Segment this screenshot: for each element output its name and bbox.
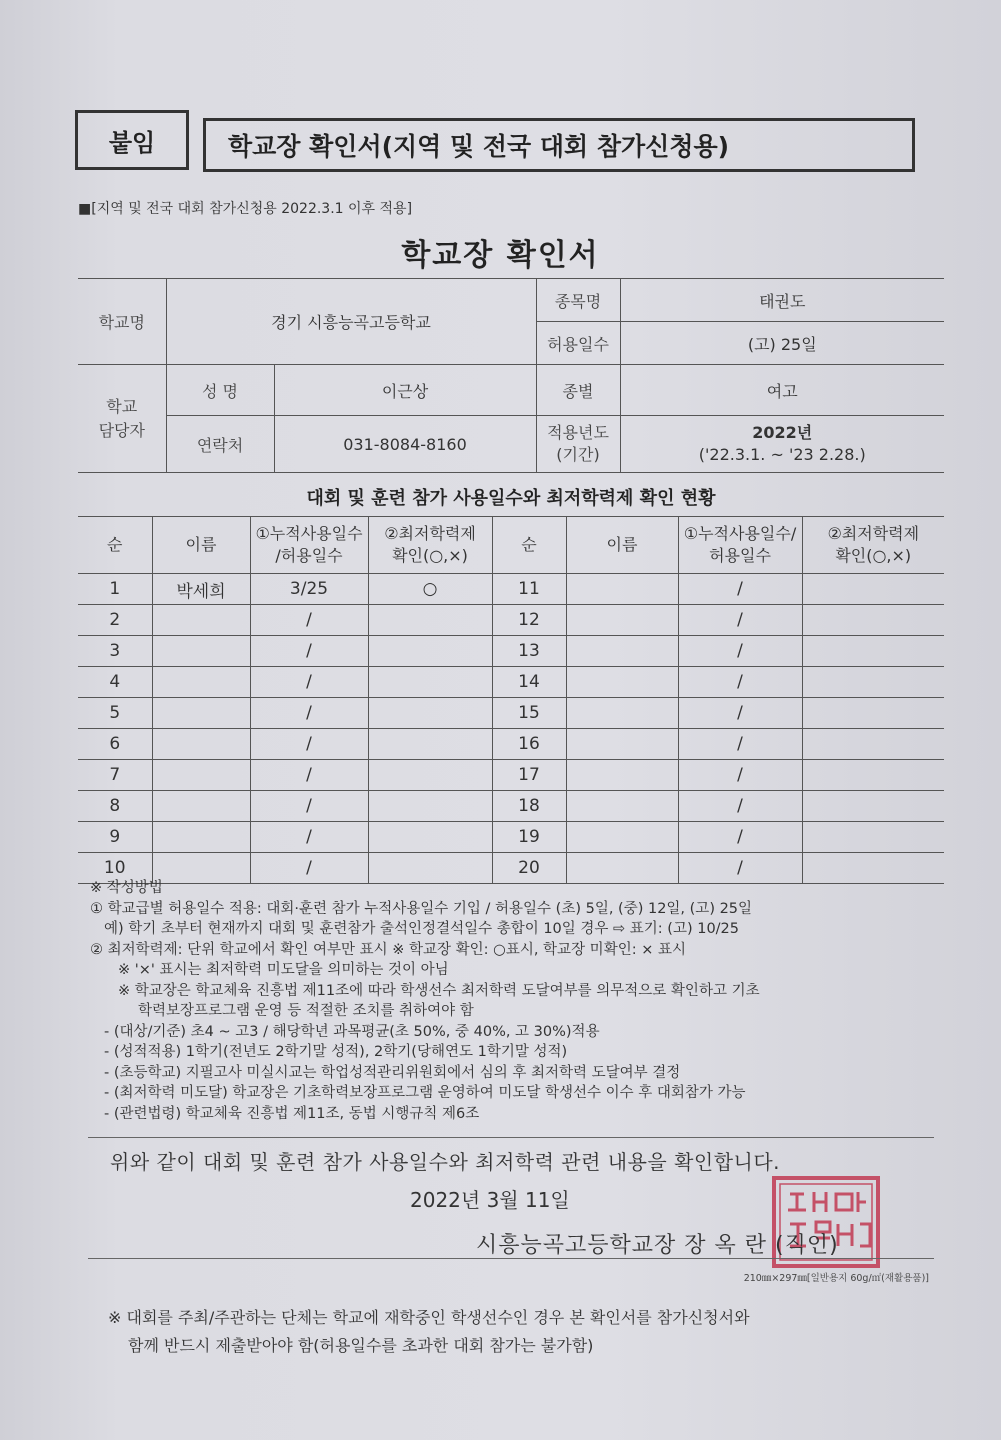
row-min-check bbox=[368, 760, 492, 791]
table-row bbox=[78, 760, 944, 791]
row-min-check-right bbox=[802, 698, 944, 729]
row-name-right bbox=[566, 729, 678, 760]
instructions-line9: - (초등학교) 지필고사 미실시교는 학업성적관리위원회에서 심의 후 최저학력 도달여부 결정 bbox=[104, 1064, 681, 1081]
attachment-label: 붙임 bbox=[75, 110, 189, 170]
row-name: 박세희 bbox=[152, 574, 250, 605]
manager-label bbox=[78, 365, 166, 473]
header-min-right bbox=[802, 517, 944, 574]
row-number-right: 19 bbox=[492, 822, 566, 853]
category-value: 여고 bbox=[620, 365, 944, 416]
header-days-line1: ①누적사용일수 bbox=[255, 524, 363, 543]
row-name-right bbox=[566, 698, 678, 729]
divider-top bbox=[88, 1137, 934, 1138]
footer-line2: 함께 반드시 제출받아야 함(허용일수를 초과한 대회 참가는 불가함) bbox=[128, 1336, 594, 1355]
row-min-check bbox=[368, 822, 492, 853]
row-name-right bbox=[566, 574, 678, 605]
row-number: 2 bbox=[78, 605, 152, 636]
row-min-check bbox=[368, 791, 492, 822]
header-min bbox=[368, 517, 492, 574]
row-min-check-right bbox=[802, 605, 944, 636]
event-value: 태권도 bbox=[620, 279, 944, 322]
school-info-table bbox=[78, 278, 944, 473]
row-number: 3 bbox=[78, 636, 152, 667]
row-number-right: 14 bbox=[492, 667, 566, 698]
row-name bbox=[152, 605, 250, 636]
row-days: 3/25 bbox=[250, 574, 368, 605]
manager-name-label: 성 명 bbox=[166, 365, 274, 416]
row-days: / bbox=[250, 822, 368, 853]
manager-name-value: 이근상 bbox=[274, 365, 536, 416]
row-days: / bbox=[250, 605, 368, 636]
row-number-right: 13 bbox=[492, 636, 566, 667]
row-number: 7 bbox=[78, 760, 152, 791]
row-days-right: / bbox=[678, 574, 802, 605]
table-row bbox=[78, 822, 944, 853]
row-name bbox=[152, 791, 250, 822]
row-min-check bbox=[368, 667, 492, 698]
row-min-check-right bbox=[802, 574, 944, 605]
row-min-check bbox=[368, 729, 492, 760]
instructions-line11: - (관련법령) 학교체육 진흥법 제11조, 동법 시행규칙 제6조 bbox=[104, 1105, 480, 1122]
row-number-right: 18 bbox=[492, 791, 566, 822]
row-name bbox=[152, 698, 250, 729]
instructions-line6: 학력보장프로그램 운영 등 적절한 조치를 취하여야 함 bbox=[138, 1003, 474, 1019]
row-days: / bbox=[250, 853, 368, 884]
row-name bbox=[152, 822, 250, 853]
row-days-right: / bbox=[678, 698, 802, 729]
table-row bbox=[78, 667, 944, 698]
row-number-right: 17 bbox=[492, 760, 566, 791]
row-number: 5 bbox=[78, 698, 152, 729]
header-days-line2: /허용일수 bbox=[275, 546, 343, 565]
principal-signature-line: 시흥능곡고등학교장 장 옥 란 (직인) bbox=[476, 1233, 839, 1258]
instructions-line10: - (최저학력 미도달) 학교장은 기초학력보장프로그램 운영하여 미도달 학생선수 이수 후 대회참가 가능 bbox=[104, 1085, 746, 1101]
header-min-right-line2: 확인(○,×) bbox=[835, 546, 912, 565]
row-name-right bbox=[566, 791, 678, 822]
row-number-right: 12 bbox=[492, 605, 566, 636]
instructions-line2: 예) 학기 초부터 현재까지 대회 및 훈련참가 출석인정결석일수 총합이 10일 경우 ⇨ 표기: (고) 10/25 bbox=[104, 921, 740, 937]
row-name bbox=[152, 729, 250, 760]
row-days-right: / bbox=[678, 729, 802, 760]
row-days-right: / bbox=[678, 667, 802, 698]
instructions-heading: ※ 작성방법 bbox=[90, 880, 163, 896]
row-number: 8 bbox=[78, 791, 152, 822]
row-min-check bbox=[368, 605, 492, 636]
header-name: 이름 bbox=[152, 517, 250, 574]
table-row bbox=[78, 605, 944, 636]
row-number: 1 bbox=[78, 574, 152, 605]
row-min-check: ○ bbox=[368, 574, 492, 605]
row-name-right bbox=[566, 667, 678, 698]
row-number-right: 11 bbox=[492, 574, 566, 605]
header-no-right: 순 bbox=[492, 517, 566, 574]
attachment-title: 학교장 확인서(지역 및 전국 대회 참가신청용) bbox=[203, 118, 915, 172]
row-number-right: 20 bbox=[492, 853, 566, 884]
row-min-check-right bbox=[802, 822, 944, 853]
header-days bbox=[250, 517, 368, 574]
table-row bbox=[78, 791, 944, 822]
divider-bottom bbox=[88, 1258, 934, 1259]
instructions-line7: - (대상/기준) 초4 ~ 고3 / 해당학년 과목평균(초 50%, 중 40%, 고 30%)적용 bbox=[104, 1023, 600, 1040]
table-row bbox=[78, 698, 944, 729]
instructions bbox=[90, 878, 950, 1124]
event-label: 종목명 bbox=[536, 279, 620, 322]
header-min-line1: ②최저학력제 bbox=[384, 524, 476, 543]
row-number-right: 15 bbox=[492, 698, 566, 729]
row-days: / bbox=[250, 636, 368, 667]
year-label-line1: 적용년도 bbox=[547, 423, 609, 442]
table-row bbox=[78, 729, 944, 760]
instructions-line3: ② 최저학력제: 단위 학교에서 확인 여부만 표시 ※ 학교장 확인: ○표시, 학교장 미확인: × 표시 bbox=[90, 941, 686, 958]
row-number: 6 bbox=[78, 729, 152, 760]
row-name-right bbox=[566, 822, 678, 853]
manager-label-line2: 담당자 bbox=[98, 420, 145, 440]
instructions-line5: ※ 학교장은 학교체육 진흥법 제11조에 따라 학생선수 최저학력 도달여부를 의무적으로 확인하고 기초 bbox=[118, 982, 760, 999]
row-name bbox=[152, 667, 250, 698]
row-name bbox=[152, 636, 250, 667]
row-min-check-right bbox=[802, 791, 944, 822]
manager-label-line1: 학교 bbox=[106, 396, 138, 416]
row-days-right: / bbox=[678, 636, 802, 667]
row-days-right: / bbox=[678, 791, 802, 822]
row-min-check-right bbox=[802, 667, 944, 698]
footer-note bbox=[108, 1304, 750, 1360]
row-days: / bbox=[250, 760, 368, 791]
year-value-year: 2022년 bbox=[752, 423, 813, 442]
applicability-note: ■[지역 및 전국 대회 참가신청용 2022.3.1 이후 적용] bbox=[78, 201, 413, 217]
row-days: / bbox=[250, 667, 368, 698]
table-row bbox=[78, 574, 944, 605]
header-days-right bbox=[678, 517, 802, 574]
row-min-check-right bbox=[802, 636, 944, 667]
allowed-days-label: 허용일수 bbox=[536, 322, 620, 365]
school-name-label: 학교명 bbox=[78, 279, 166, 365]
year-label-line2: (기간) bbox=[556, 445, 600, 464]
header-min-right-line1: ②최저학력제 bbox=[827, 524, 920, 543]
paper-size-note: 210㎜×297㎜[일반용지 60g/㎡(재활용품)] bbox=[743, 1273, 929, 1284]
row-min-check bbox=[368, 698, 492, 729]
row-days: / bbox=[250, 791, 368, 822]
row-days-right: / bbox=[678, 822, 802, 853]
instructions-line8: - (성적적용) 1학기(전년도 2학기말 성적), 2학기(당해연도 1학기말 성적) bbox=[104, 1044, 568, 1060]
participation-rows bbox=[78, 574, 944, 884]
header-name-right: 이름 bbox=[566, 517, 678, 574]
row-min-check bbox=[368, 636, 492, 667]
row-min-check-right bbox=[802, 760, 944, 791]
year-label bbox=[536, 416, 620, 473]
row-name-right bbox=[566, 605, 678, 636]
row-name bbox=[152, 760, 250, 791]
instructions-line4: ※ '×' 표시는 최저학력 미도달을 의미하는 것이 아님 bbox=[118, 962, 449, 978]
contact-label: 연락처 bbox=[166, 416, 274, 473]
row-min-check-right bbox=[802, 729, 944, 760]
row-days-right: / bbox=[678, 605, 802, 636]
section-title: 대회 및 훈련 참가 사용일수와 최저학력제 확인 현황 bbox=[306, 488, 716, 509]
row-days: / bbox=[250, 698, 368, 729]
participation-table bbox=[78, 516, 944, 884]
allowed-days-value: (고) 25일 bbox=[620, 322, 944, 365]
row-number: 10 bbox=[78, 853, 152, 884]
instructions-line1: ① 학교급별 허용일수 적용: 대회·훈련 참가 누적사용일수 기입 / 허용일수 (초) 5일, (중) 12일, (고) 25일 bbox=[90, 900, 753, 917]
row-number: 4 bbox=[78, 667, 152, 698]
header-days-right-line2: 허용일수 bbox=[709, 546, 771, 565]
contact-value: 031-8084-8160 bbox=[274, 416, 536, 473]
row-number: 9 bbox=[78, 822, 152, 853]
row-days-right: / bbox=[678, 760, 802, 791]
year-value-period: ('22.3.1. ~ '23 2.28.) bbox=[698, 445, 866, 464]
row-number-right: 16 bbox=[492, 729, 566, 760]
confirmation-statement: 위와 같이 대회 및 훈련 참가 사용일수와 최저학력 관련 내용을 확인합니다. bbox=[110, 1150, 781, 1174]
school-name-value: 경기 시흥능곡고등학교 bbox=[166, 279, 536, 365]
header-days-right-line1: ①누적사용일수/ bbox=[683, 524, 797, 543]
footer-line1: ※ 대회를 주최/주관하는 단체는 학교에 재학중인 학생선수인 경우 본 확인서를 참가신청서와 bbox=[108, 1308, 750, 1327]
header-no: 순 bbox=[78, 517, 152, 574]
row-days-right: / bbox=[678, 853, 802, 884]
year-value bbox=[620, 416, 944, 473]
issue-date: 2022년 3월 11일 bbox=[410, 1188, 570, 1212]
header-min-line2: 확인(○,×) bbox=[392, 546, 468, 565]
row-days: / bbox=[250, 729, 368, 760]
row-name-right bbox=[566, 636, 678, 667]
document-title: 학교장 확인서 bbox=[401, 238, 600, 273]
row-name-right bbox=[566, 760, 678, 791]
category-label: 종별 bbox=[536, 365, 620, 416]
table-row bbox=[78, 636, 944, 667]
